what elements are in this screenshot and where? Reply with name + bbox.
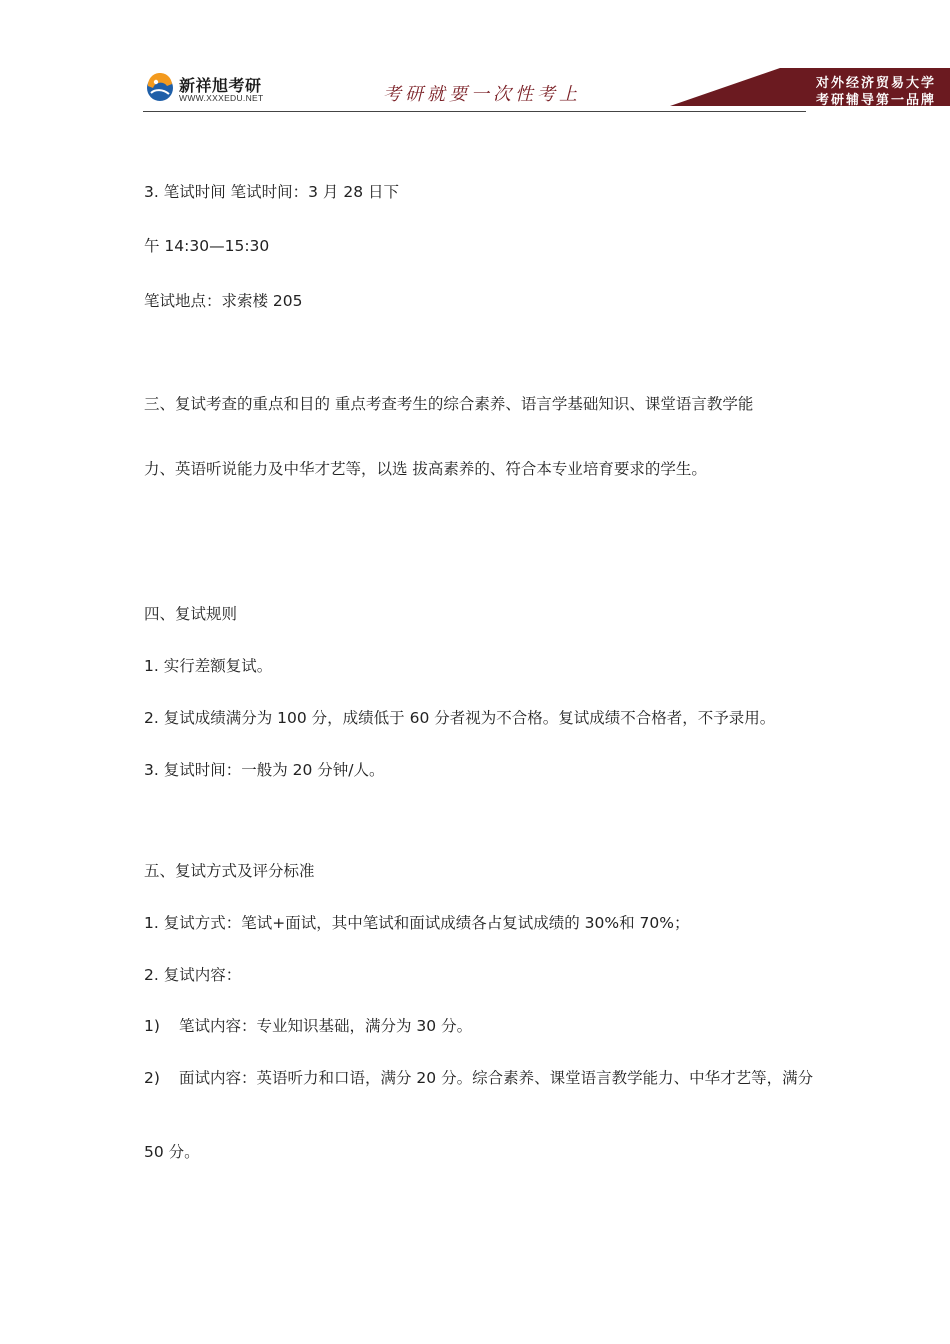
banner-line-1: 对外经济贸易大学 [815, 76, 936, 91]
header-divider [143, 111, 806, 112]
list-item-1-text: 笔试内容：专业知识基础，满分为 30 分。 [179, 1017, 473, 1035]
page-header [0, 0, 950, 120]
score-tail: 50 分。 [144, 1143, 200, 1161]
method-1: 1. 复试方式：笔试+面试，其中笔试和面试成绩各占复试成绩的 30%和 70%； [144, 914, 690, 932]
logo-url: WWW.XXXEDU.NET [179, 93, 264, 103]
method-2: 2. 复试内容： [144, 966, 242, 984]
exam-time-continued: 午 14:30—15:30 [144, 237, 270, 255]
list-item-2-text: 面试内容：英语听力和口语，满分 20 分。综合素养、课堂语言教学能力、中华才艺等，满分 [179, 1069, 814, 1087]
list-item-1-number: 1) [144, 1017, 160, 1035]
brand-logo [145, 73, 285, 107]
header-slogan: 考研就要一次性考上 [383, 84, 581, 105]
header-banner [670, 68, 950, 108]
rule-1: 1. 实行差额复试。 [144, 657, 273, 675]
rule-3: 3. 复试时间：一般为 20 分钟/人。 [144, 761, 385, 779]
section-five-heading: 五、复试方式及评分标准 [144, 862, 315, 880]
logo-name: 新祥旭考研 [179, 76, 262, 95]
section-four-heading: 四、复试规则 [144, 605, 238, 623]
banner-line-2: 考研辅导第一品牌 [815, 93, 936, 108]
section-three-continued: 力、英语听说能力及中华才艺等，以选 拔高素养的、符合本专业培育要求的学生。 [144, 460, 707, 478]
globe-logo-icon [145, 73, 175, 103]
list-item-2-number: 2) [144, 1069, 160, 1087]
section-three-heading: 三、复试考查的重点和目的 重点考查考生的综合素养、语言学基础知识、课堂语言教学能 [144, 395, 754, 413]
rule-2: 2. 复试成绩满分为 100 分，成绩低于 60 分者视为不合格。复试成绩不合格者，不予录用。 [144, 709, 776, 727]
exam-location: 笔试地点：求索楼 205 [144, 292, 303, 310]
exam-time-line: 3. 笔试时间 笔试时间：3 月 28 日下 [144, 183, 400, 201]
